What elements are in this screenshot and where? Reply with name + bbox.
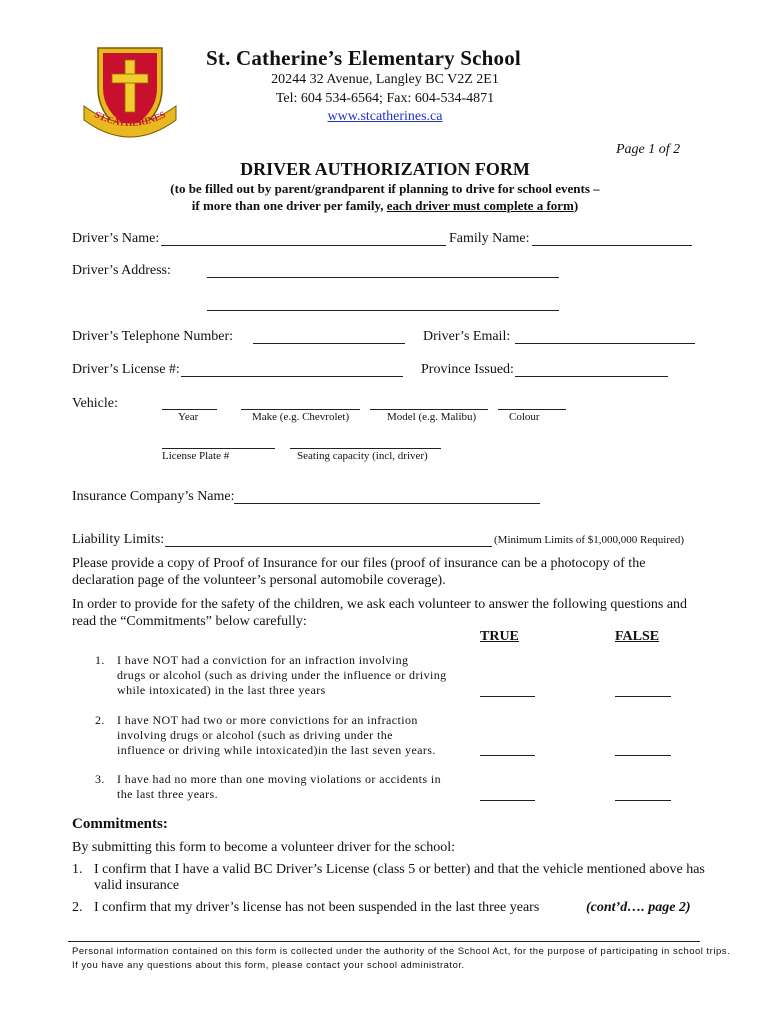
commitments-heading: Commitments:: [72, 816, 168, 832]
vehicle-model-caption: Model (e.g. Malibu): [387, 411, 477, 423]
question-1-number: 1.: [95, 653, 105, 667]
telephone-line[interactable]: [253, 343, 405, 344]
vehicle-make-caption: Make (e.g. Chevrolet): [252, 411, 350, 423]
drivers-address-line1[interactable]: [207, 277, 559, 278]
province-label: Province Issued:: [421, 362, 514, 377]
liability-note: (Minimum Limits of $1,000,000 Required): [494, 534, 685, 546]
question-2-false-blank[interactable]: [615, 755, 671, 756]
liability-label: Liability Limits:: [72, 532, 165, 547]
question-1-text: I have NOT had a conviction for an infraction involving drugs or alcohol (such as driving under the influence or driving while intoxicated) in the last three years: [117, 653, 447, 697]
footer-divider: [68, 941, 700, 942]
school-name: St. Catherine’s Elementary School: [206, 46, 521, 70]
seating-capacity-line[interactable]: [290, 448, 441, 449]
true-column-header: TRUE: [480, 629, 519, 644]
vehicle-colour-line[interactable]: [498, 409, 566, 410]
vehicle-year-line[interactable]: [162, 409, 217, 410]
email-line[interactable]: [515, 343, 695, 344]
vehicle-label: Vehicle:: [72, 396, 118, 411]
question-2-number: 2.: [95, 713, 105, 727]
question-3-text: I have had no more than one moving violations or accidents in the last three years.: [117, 772, 441, 801]
form-subtitle-line2: if more than one driver per family, each driver must complete a form): [191, 198, 579, 213]
question-2-text: I have NOT had two or more convictions for an infraction involving drugs or alcohol (such as driving under the influence or driving while intoxicated)in the last seven years.: [117, 713, 436, 757]
question-3-number: 3.: [95, 772, 105, 786]
question-1-false-blank[interactable]: [615, 696, 671, 697]
school-website-link[interactable]: www.stcatherines.ca: [327, 109, 443, 124]
school-address: 20244 32 Avenue, Langley BC V2Z 2E1: [271, 72, 499, 87]
drivers-address-label: Driver’s Address:: [72, 263, 171, 278]
form-subtitle-line1: (to be filled out by parent/grandparent if planning to drive for school events –: [170, 181, 600, 196]
commitment-2-text: I confirm that my driver’s license has not been suspended in the last three years: [94, 900, 540, 915]
question-3-true-blank[interactable]: [480, 800, 535, 801]
license-label: Driver’s License #:: [72, 362, 180, 377]
vehicle-colour-caption: Colour: [509, 411, 540, 423]
question-3-false-blank[interactable]: [615, 800, 671, 801]
commitment-1-line2: valid insurance: [94, 878, 180, 893]
insurance-label: Insurance Company’s Name:: [72, 489, 235, 504]
commitment-1-line1: I confirm that I have a valid BC Driver’s License (class 5 or better) and that the vehicle mentioned above has: [94, 862, 705, 877]
vehicle-model-line[interactable]: [370, 409, 488, 410]
license-plate-caption: License Plate #: [162, 450, 230, 462]
question-1-true-blank[interactable]: [480, 696, 535, 697]
insurance-line[interactable]: [234, 503, 540, 504]
commitment-2-number: 2.: [72, 900, 83, 915]
form-title: DRIVER AUTHORIZATION FORM: [240, 159, 530, 179]
license-line[interactable]: [181, 376, 403, 377]
proof-of-insurance-paragraph: Please provide a copy of Proof of Insurance for our files (proof of insurance can be a photocopy of the declaration page of the volunteer’s personal automobile coverage).: [72, 556, 646, 588]
drivers-address-line2[interactable]: [207, 310, 559, 311]
seating-capacity-caption: Seating capacity (incl, driver): [297, 450, 428, 462]
drivers-name-label: Driver’s Name:: [72, 231, 160, 246]
drivers-name-line[interactable]: [161, 245, 446, 246]
safety-paragraph: In order to provide for the safety of the children, we ask each volunteer to answer the following questions and read the “Commitments” below carefully:: [72, 597, 688, 629]
school-phone: Tel: 604 534-6564; Fax: 604-534-4871: [275, 91, 495, 106]
continued-note: (cont’d…. page 2): [586, 900, 691, 915]
page-number: Page 1 of 2: [616, 142, 681, 157]
question-2-true-blank[interactable]: [480, 755, 535, 756]
vehicle-year-caption: Year: [178, 411, 199, 423]
email-label: Driver’s Email:: [423, 329, 511, 344]
crest-banner-text: ST.CATHERINES: [92, 110, 168, 130]
vehicle-make-line[interactable]: [241, 409, 360, 410]
false-column-header: FALSE: [615, 629, 660, 644]
province-line[interactable]: [515, 376, 668, 377]
footer-privacy-line2: If you have any questions about this form, please contact your school administrator.: [72, 960, 465, 971]
telephone-label: Driver’s Telephone Number:: [72, 329, 234, 344]
commitment-1-number: 1.: [72, 862, 83, 877]
family-name-line[interactable]: [532, 245, 692, 246]
license-plate-line[interactable]: [162, 448, 275, 449]
footer-privacy-line1: Personal information contained on this form is collected under the authority of the School Act, for the purpose of participating in school trips.: [72, 946, 731, 957]
liability-line[interactable]: [165, 546, 492, 547]
family-name-label: Family Name:: [449, 231, 530, 246]
commitments-intro: By submitting this form to become a volunteer driver for the school:: [72, 840, 455, 855]
